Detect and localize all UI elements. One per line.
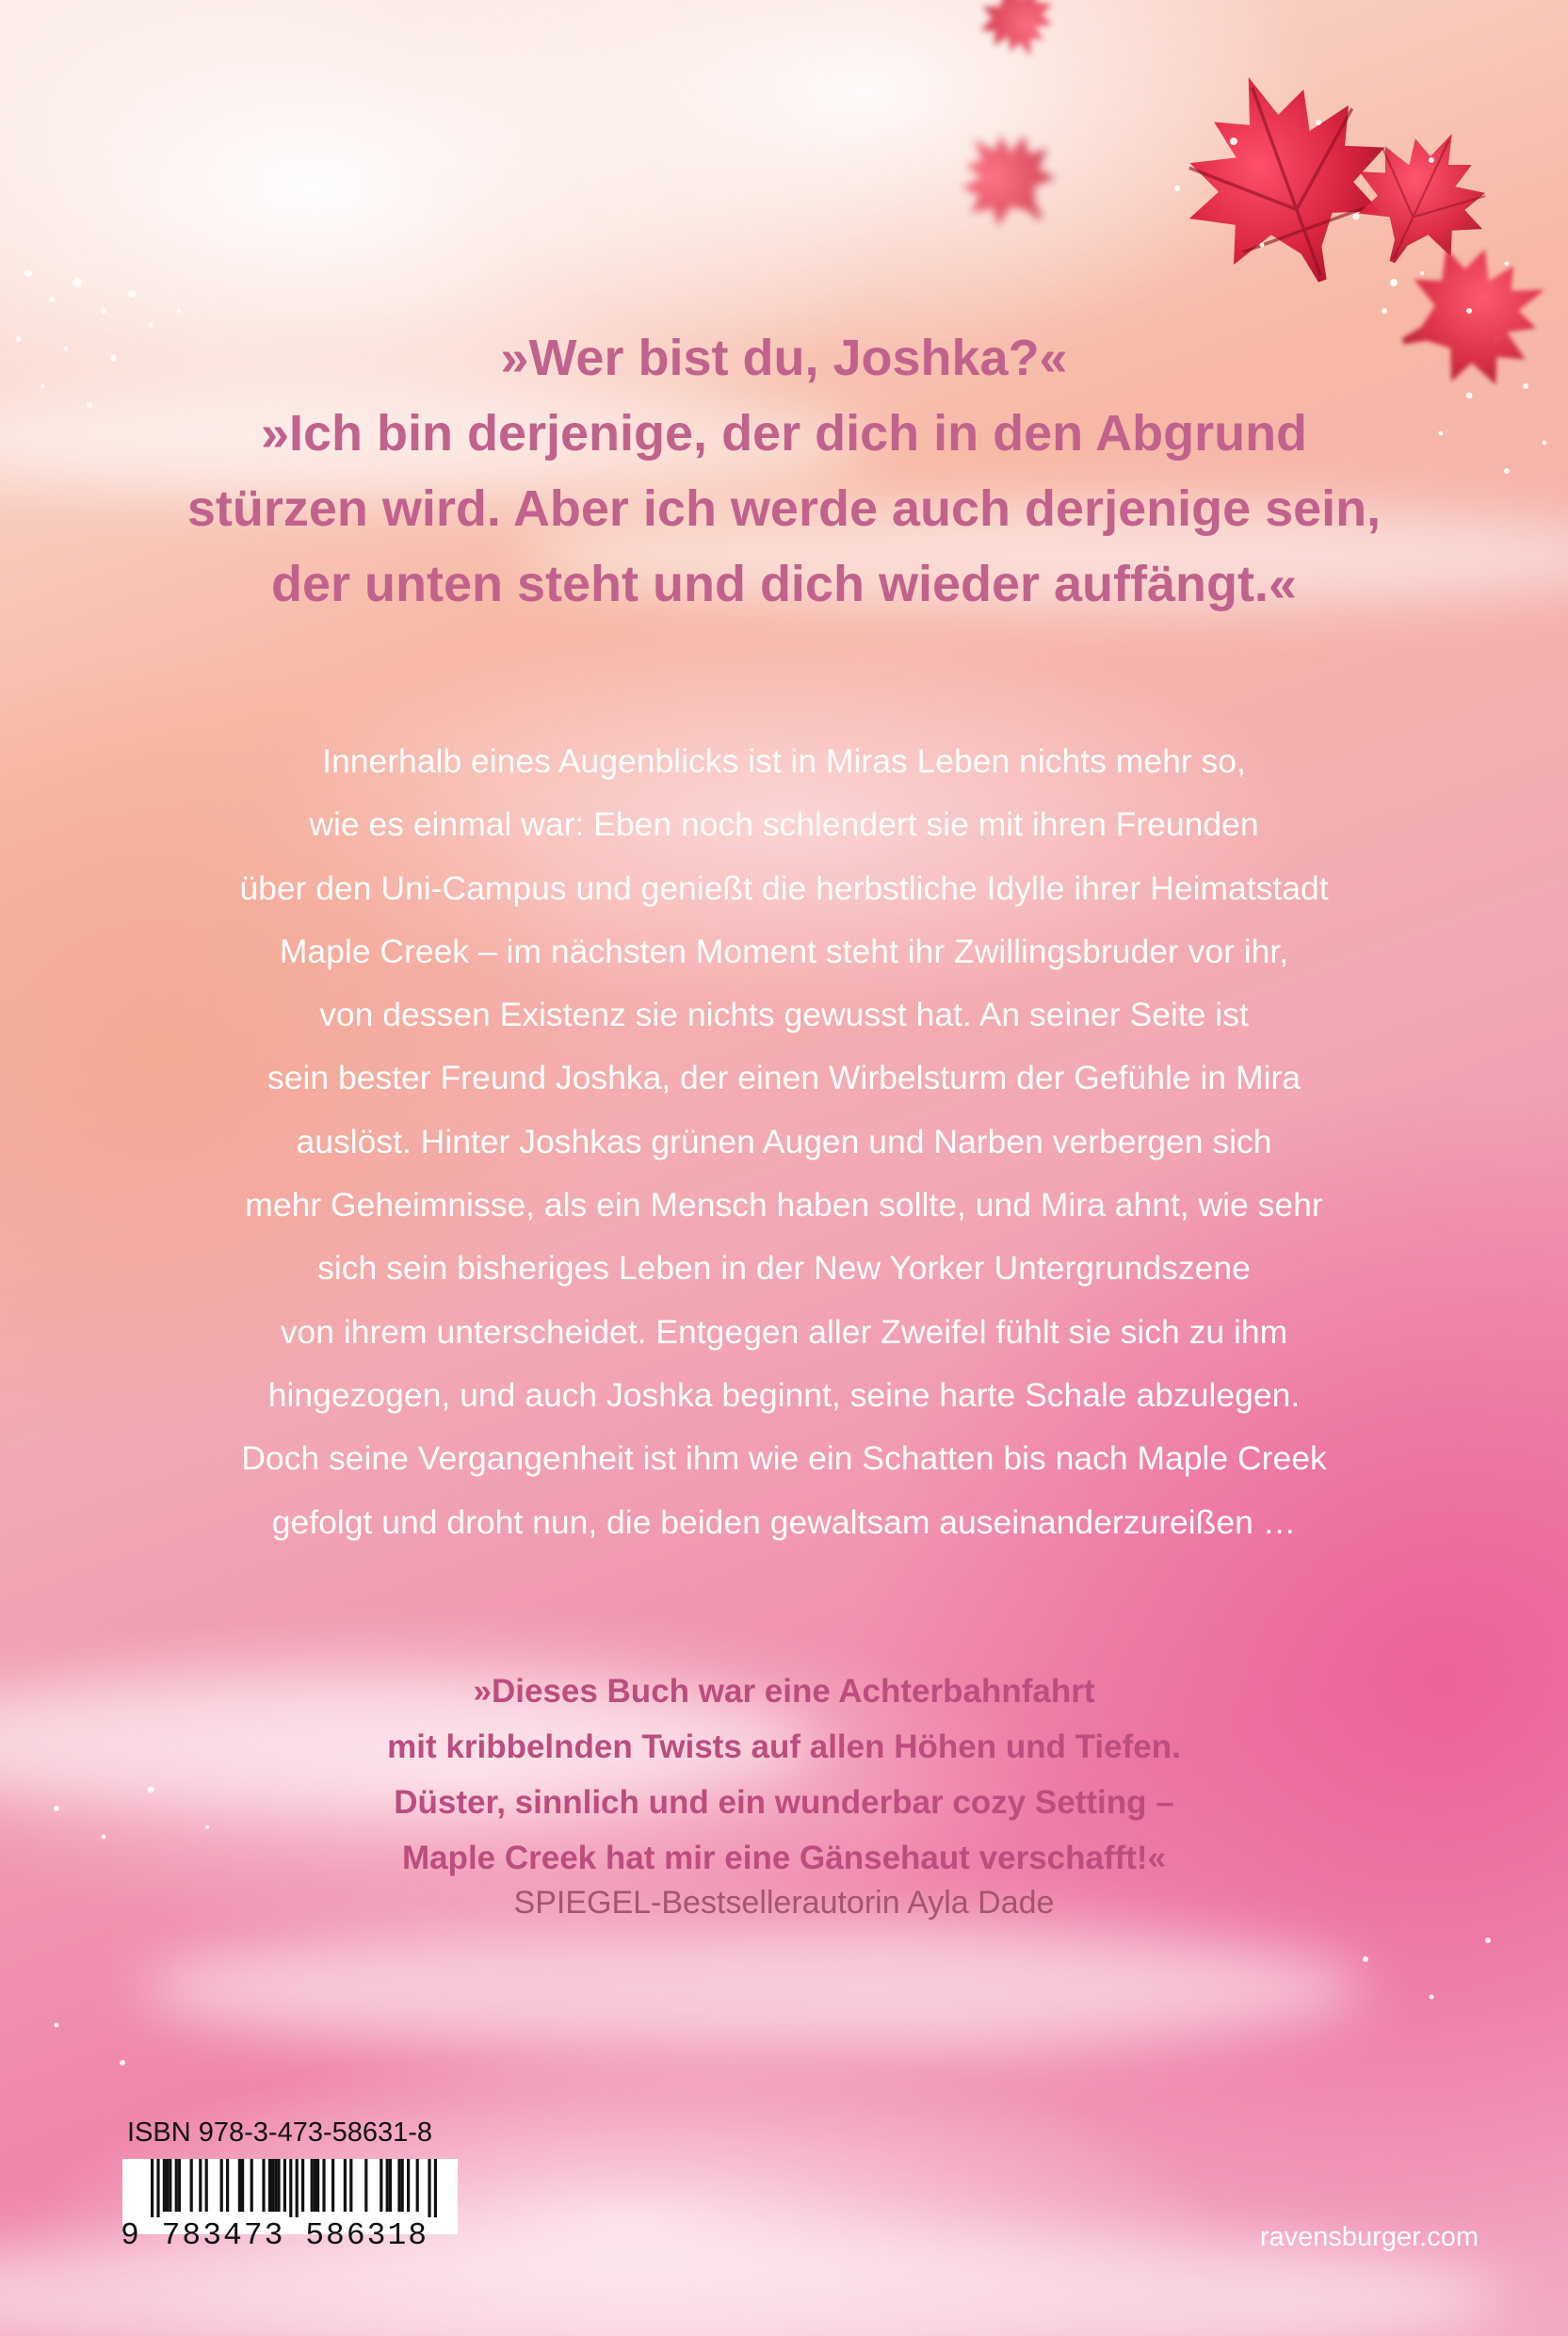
synopsis-line: Maple Creek – im nächsten Moment steht ihr Zwillingsbruder vor ihr, bbox=[279, 932, 1289, 970]
synopsis-line: wie es einmal war: Eben noch schlendert sie mit ihren Freunden bbox=[309, 805, 1259, 844]
barcode-bar bbox=[277, 2159, 280, 2212]
headline-quote bbox=[0, 320, 1568, 622]
barcode-bar bbox=[268, 2159, 271, 2212]
synopsis-line: Doch seine Vergangenheit ist ihm wie ein Schatten bis nach Maple Creek bbox=[241, 1439, 1327, 1478]
barcode-bar bbox=[166, 2159, 169, 2212]
endorsement-blurb bbox=[0, 1663, 1568, 1886]
quote-line: stürzen wird. Aber ich werde auch derjenige sein, bbox=[186, 480, 1382, 537]
quote-line: der unten steht und dich wieder auffängt.« bbox=[270, 556, 1298, 612]
barcode-bar bbox=[190, 2159, 193, 2212]
barcode-bar bbox=[331, 2159, 334, 2212]
barcode-bar bbox=[156, 2159, 159, 2217]
barcode-bar bbox=[389, 2159, 392, 2212]
barcode-bar bbox=[407, 2159, 410, 2212]
barcode-bar bbox=[316, 2159, 319, 2212]
synopsis-line: von dessen Existenz sie nichts gewusst hat. An seiner Seite ist bbox=[319, 996, 1249, 1034]
synopsis-line: hingezogen, und auch Joshka beginnt, seine harte Schale abzulegen. bbox=[267, 1375, 1301, 1414]
isbn-label: ISBN 978-3-473-58631-8 bbox=[127, 2117, 433, 2148]
barcode-bar bbox=[434, 2159, 437, 2217]
barcode-bar bbox=[364, 2159, 367, 2212]
barcode-bar bbox=[311, 2159, 314, 2212]
synopsis-line: Innerhalb eines Augenblicks ist in Miras Leben nichts mehr so, bbox=[322, 742, 1246, 780]
synopsis-line: von ihrem unterscheidet. Entgegen aller Zweifel fühlt sie sich zu ihm bbox=[280, 1312, 1288, 1351]
barcode-bar bbox=[199, 2159, 202, 2212]
barcode-bar bbox=[238, 2159, 241, 2212]
barcode-bar bbox=[241, 2159, 244, 2212]
barcode-bar bbox=[178, 2159, 181, 2212]
barcode-bar bbox=[169, 2159, 171, 2212]
barcode-bar bbox=[349, 2159, 352, 2212]
barcode-bar bbox=[386, 2159, 389, 2212]
barcode-bar bbox=[283, 2159, 286, 2212]
barcode-bar bbox=[262, 2159, 265, 2212]
barcode-bar bbox=[314, 2159, 316, 2212]
barcode-bar bbox=[380, 2159, 382, 2212]
synopsis-line: sein bester Freund Joshka, der einen Wirbelsturm der Gefühle in Mira bbox=[267, 1059, 1301, 1097]
quote-line: »Ich bin derjenige, der dich in den Abgrund bbox=[260, 405, 1308, 462]
synopsis-line: sich sein bisheriges Leben in der New Yorker Untergrundszene bbox=[317, 1249, 1251, 1288]
synopsis-line: über den Uni-Campus und genießt die herbstliche Idylle ihrer Heimatstadt bbox=[239, 868, 1329, 907]
barcode-bar bbox=[175, 2159, 178, 2212]
blurb-line: Düster, sinnlich und ein wunderbar cozy Setting – bbox=[394, 1784, 1174, 1821]
synopsis-line: auslöst. Hinter Joshkas grünen Augen und Narben verbergen sich bbox=[296, 1122, 1272, 1160]
barcode-bars bbox=[122, 2159, 458, 2217]
blurb-line: mit kribbelnden Twists auf allen Höhen und Tiefen. bbox=[387, 1728, 1181, 1765]
barcode-digits: 9 783473 586318 bbox=[121, 2218, 429, 2253]
barcode-bar bbox=[251, 2159, 253, 2212]
barcode-bar bbox=[296, 2159, 299, 2217]
blurb-attribution: SPIEGEL-Bestsellerautorin Ayla Dade bbox=[513, 1885, 1055, 1921]
blurb-line: Maple Creek hat mir eine Gänsehaut verschafft!« bbox=[401, 1840, 1167, 1876]
barcode-bar bbox=[220, 2159, 223, 2212]
barcode-bar bbox=[151, 2159, 154, 2217]
barcode-bar bbox=[344, 2159, 347, 2212]
synopsis-line: mehr Geheimnisse, als ein Mensch haben sollte, und Mira ahnt, wie sehr bbox=[245, 1186, 1323, 1225]
blurb-line: »Dieses Buch war eine Achterbahnfahrt bbox=[473, 1673, 1095, 1710]
barcode-bar bbox=[205, 2159, 208, 2212]
barcode-bar bbox=[274, 2159, 277, 2212]
barcode-bar bbox=[416, 2159, 419, 2212]
barcode-bar bbox=[226, 2159, 229, 2212]
publisher-website: ravensburger.com bbox=[1259, 2222, 1479, 2252]
barcode-bar bbox=[401, 2159, 404, 2212]
barcode-bar bbox=[301, 2159, 304, 2212]
synopsis-text bbox=[0, 730, 1568, 1554]
synopsis-line: gefolgt und droht nun, die beiden gewaltsam auseinanderzureißen … bbox=[271, 1502, 1297, 1541]
quote-line: »Wer bist du, Joshka?« bbox=[500, 330, 1068, 386]
barcode-bar bbox=[397, 2159, 400, 2212]
barcode-bar bbox=[271, 2159, 274, 2212]
barcode-bar bbox=[289, 2159, 292, 2217]
barcode-bar bbox=[163, 2159, 166, 2212]
barcode-bar bbox=[322, 2159, 325, 2212]
barcode-bar bbox=[428, 2159, 430, 2217]
